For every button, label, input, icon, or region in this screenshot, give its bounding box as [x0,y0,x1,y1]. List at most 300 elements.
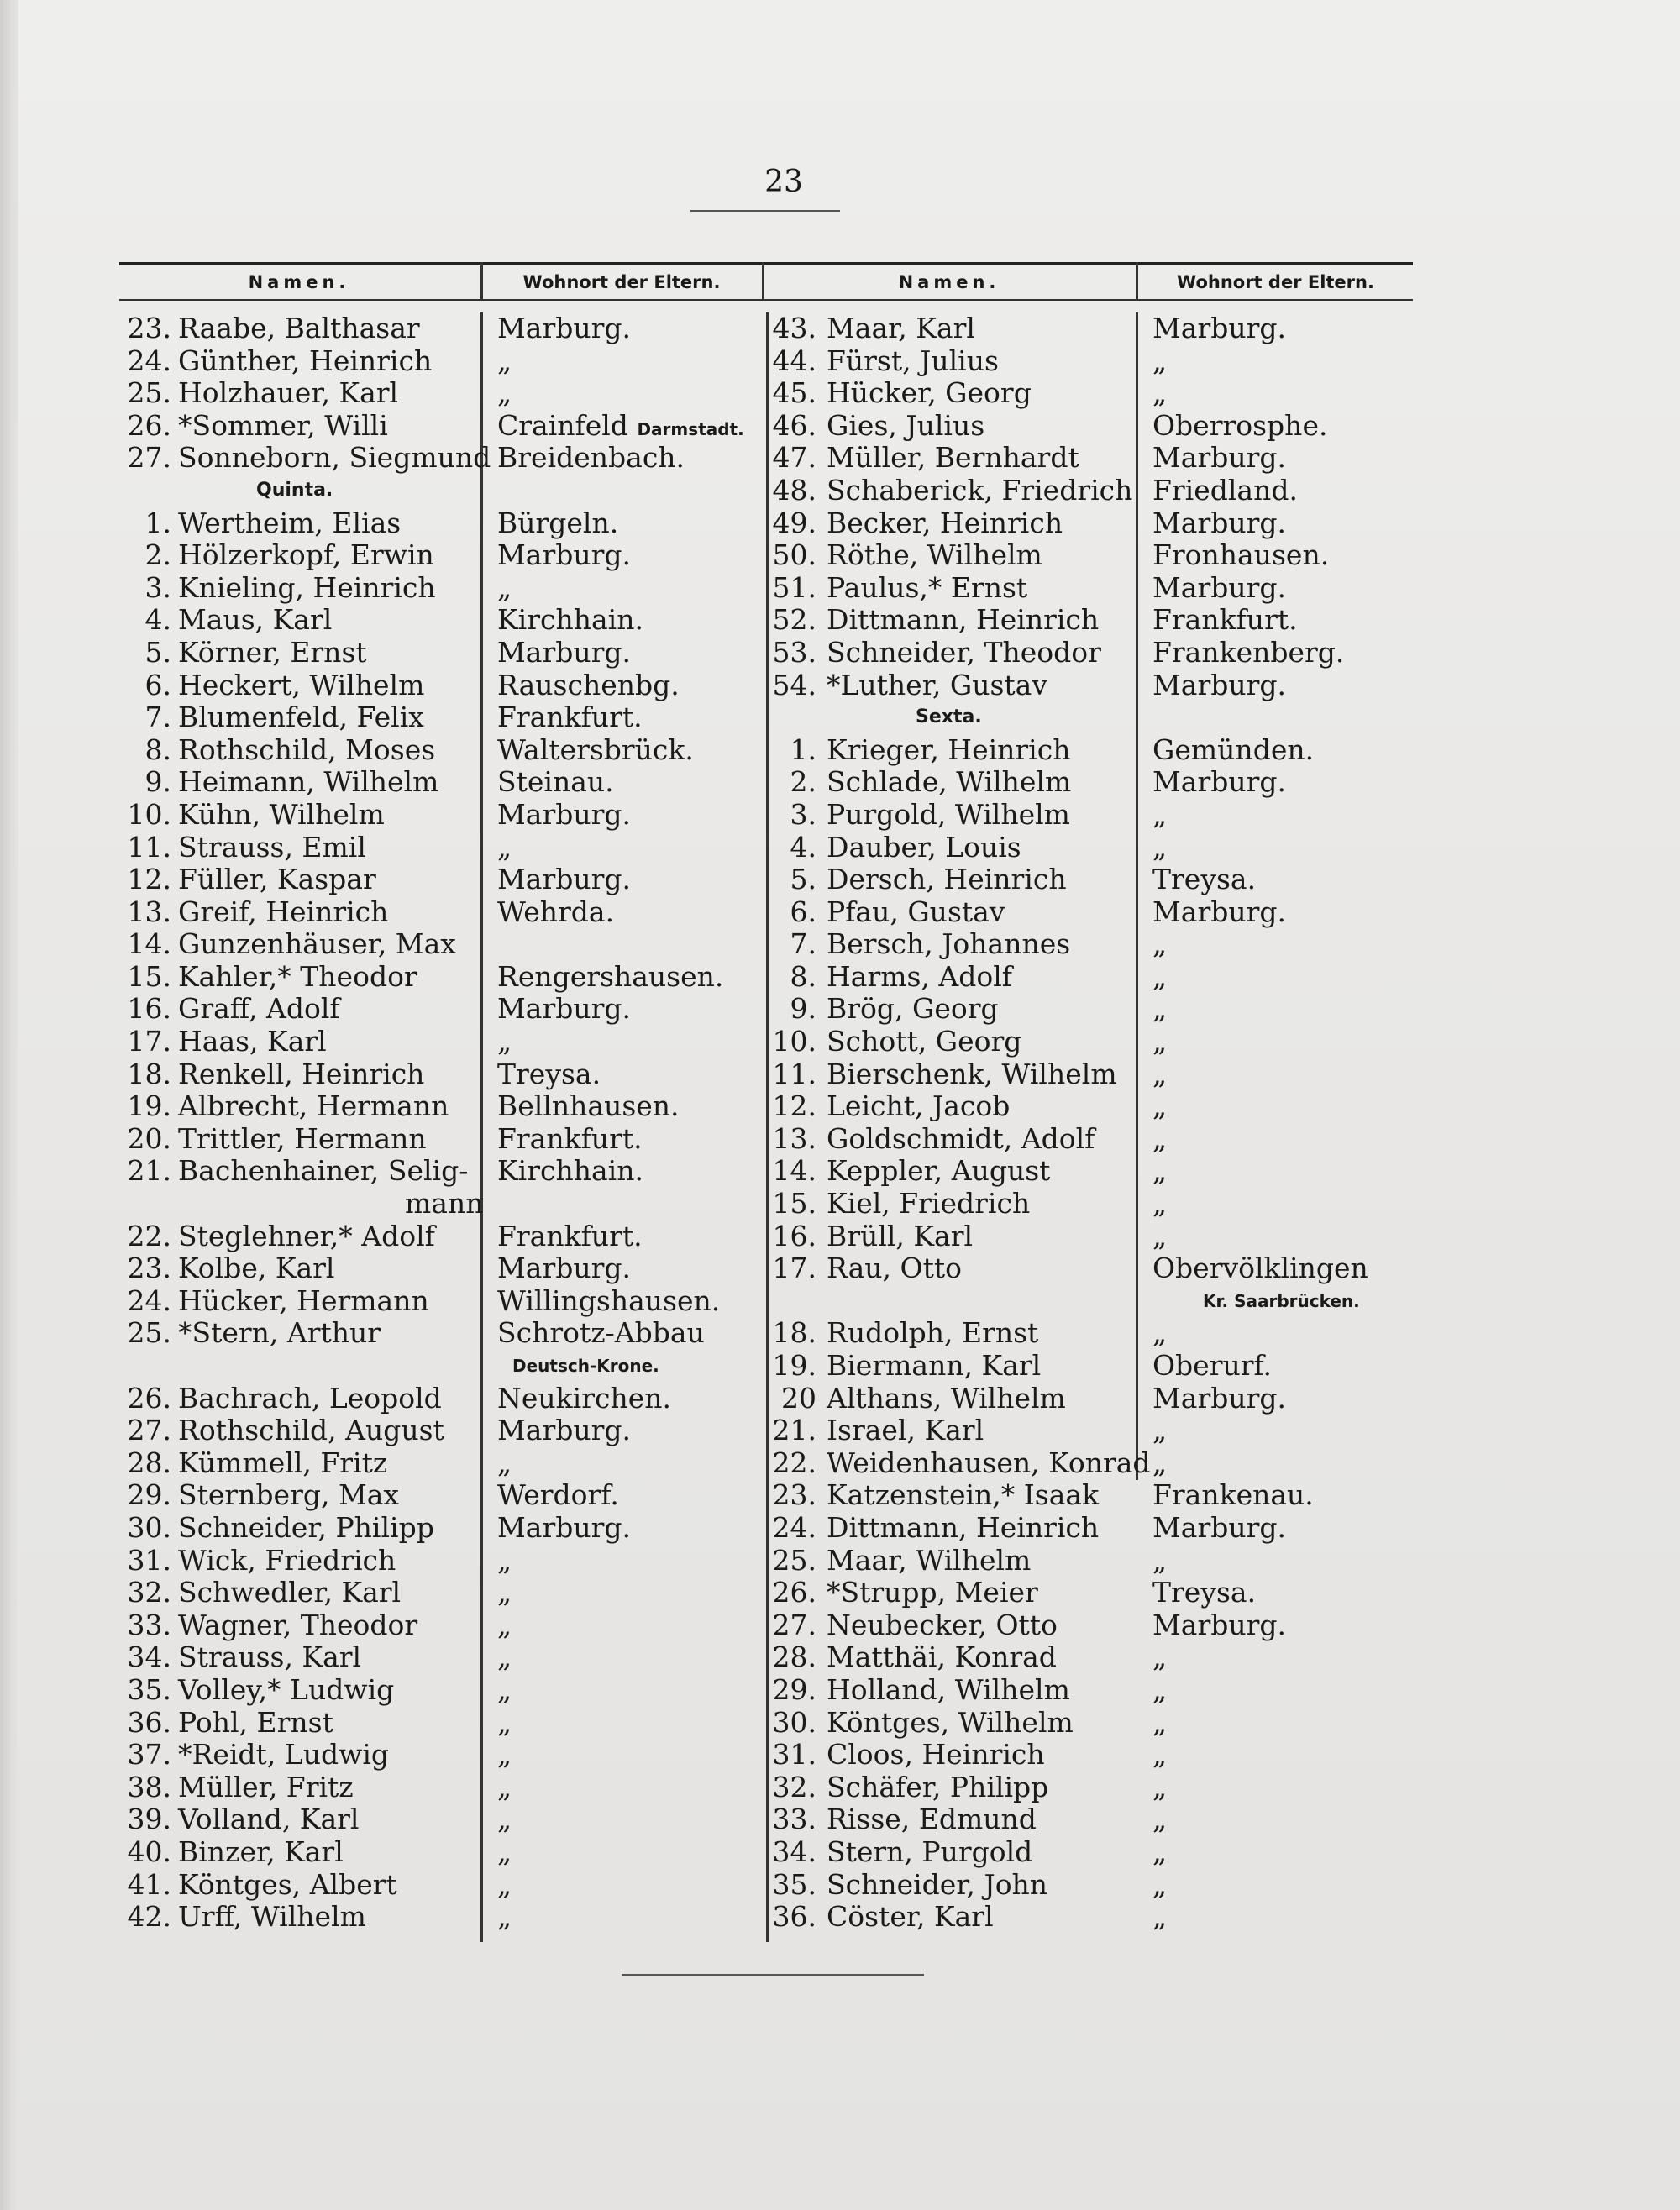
pupil-name: Sternberg, Max [178,1478,400,1512]
pupil-number: 13. [127,895,171,928]
pupil-name: Strauss, Karl [178,1640,362,1674]
table-row [0,864,766,896]
residence-text: Marburg. [1152,1510,1287,1544]
residence-text: „ [1152,1672,1168,1706]
parents-residence [497,1285,720,1318]
pupil-number: 24. [772,1510,816,1544]
parents-residence [1152,928,1167,961]
table-row [0,1772,766,1804]
parents-residence [1152,410,1327,443]
parents-residence [1152,442,1286,475]
pupil-name: Maar, Wilhelm [827,1543,1032,1577]
parents-residence [497,1383,671,1415]
residence-text: „ [497,1672,512,1706]
pupil-number: 4. [790,830,816,864]
pupil-name: Körner, Ernst [178,635,367,669]
pupil-number: 51. [772,570,816,604]
pupil-name: Hücker, Georg [827,376,1032,410]
residence-text: Marburg. [1152,895,1287,928]
pupil-number: 53. [772,635,816,669]
pupil-name: Köntges, Albert [178,1867,397,1901]
pupil-name: Pohl, Ernst [178,1705,333,1739]
residence-region: Darmstadt. [637,418,744,439]
residence-text: Marburg. [1152,1608,1287,1641]
residence-text: „ [1152,376,1168,410]
pupil-number: 22. [772,1446,816,1479]
pupil-name: *Reidt, Ludwig [178,1738,390,1772]
residence-text: Marburg. [497,635,632,669]
pupil-name: Schneider, Theodor [827,635,1101,669]
pupil-number: 32. [127,1576,171,1609]
parents-residence [1152,1641,1167,1674]
parents-residence [497,539,631,572]
pupil-name: Harms, Adolf [827,959,1013,993]
parents-residence [497,799,631,832]
place-district: Kr. Saarbrücken. [1203,1290,1360,1311]
residence-text: Marburg. [1152,441,1287,475]
table-row [766,604,1421,637]
residence-text: „ [497,376,512,410]
residence-text: Neukirchen. [497,1381,671,1415]
pupil-name: Müller, Fritz [178,1770,354,1803]
parents-residence [1152,1123,1167,1156]
residence-text: Fronhausen. [1152,538,1330,572]
residence-text: „ [1152,1770,1168,1803]
parents-residence [497,1545,512,1577]
parents-residence [497,1641,512,1674]
residence-text: Marburg. [497,312,632,344]
pupil-name: Steglehner,* Adolf [178,1219,435,1252]
parents-residence [1152,604,1298,637]
parents-residence [1152,377,1167,410]
parents-residence [497,1415,631,1447]
header-divider-1 [480,262,483,301]
table-row [0,961,766,994]
pupil-name: Köntges, Wilhelm [827,1705,1074,1739]
table-row [0,312,766,345]
pupil-number: 29. [127,1478,171,1512]
pupil-name: Dauber, Louis [827,830,1021,864]
residence-text: „ [497,1640,512,1674]
parents-residence [497,637,631,669]
pupil-name: Katzenstein,* Isaak [827,1478,1100,1512]
pupil-number: 35. [772,1867,816,1901]
residence-text: Marburg. [497,863,632,896]
table-row [766,1577,1421,1609]
table-row [766,1479,1421,1512]
table-row [0,345,766,378]
parents-residence [1152,1317,1167,1350]
parents-residence [1152,1479,1314,1512]
pupil-number: 9. [790,992,816,1026]
pupil-number: 33. [127,1608,171,1641]
table-row [766,896,1421,929]
pupil-number: 8. [790,959,816,993]
pupil-name: Wertheim, Elias [178,506,402,539]
residence-text: Kirchhain. [497,603,643,637]
residence-text: „ [1152,1835,1168,1868]
pupil-name: Leicht, Jacob [827,1089,1011,1123]
pupil-name: Rothschild, August [178,1414,444,1447]
table-row [766,312,1421,345]
pupil-name: *Stern, Arthur [178,1316,381,1350]
pupil-name: Graff, Adolf [178,992,340,1026]
parents-residence [1152,1739,1167,1772]
residence-text: Waltersbrück. [497,732,694,766]
parents-residence [1152,1836,1167,1869]
residence-text: Frankfurt. [497,1121,643,1155]
parents-residence [1152,1707,1167,1740]
pupil-number: 27. [127,441,171,475]
residence-text: Marburg. [497,538,632,572]
pupil-number: 17. [772,1252,816,1285]
table-row [0,507,766,540]
pupil-number: 48. [772,473,816,507]
table-row [0,701,766,734]
table-row [0,1188,766,1220]
pupil-number: 46. [772,408,816,442]
pupil-number: 23. [772,1478,816,1512]
parents-residence [1152,961,1167,994]
pupil-name: Strauss, Emil [178,830,366,864]
residence-text: Marburg. [497,992,632,1026]
residence-text: Frankfurt. [497,1219,643,1252]
pupil-number: 1. [790,732,816,766]
residence-text: Steinau. [497,765,614,799]
pupil-number: 54. [772,668,816,701]
parents-residence [1152,475,1298,507]
pupil-number: 6. [790,895,816,928]
residence-text: „ [1152,1316,1168,1350]
pupil-number: 30. [772,1705,816,1739]
place-district: Deutsch-Krone. [512,1356,659,1376]
table-row [0,637,766,669]
parents-residence [497,1836,512,1869]
pupil-name: Fürst, Julius [827,344,999,377]
pupil-number: 11. [127,830,171,864]
residence-text: „ [1152,830,1168,864]
pupil-number: 41. [127,1867,171,1901]
table-row [0,475,766,507]
parents-residence [497,410,744,446]
table-row [766,832,1421,864]
pupil-number: 10. [127,797,171,831]
residence-text: „ [1152,1803,1168,1836]
residence-text: Kirchhain. [497,1154,643,1188]
pupil-name: Wagner, Theodor [178,1608,418,1641]
residence-text: „ [497,1608,512,1641]
table-row [0,1803,766,1836]
table-row [766,1545,1421,1577]
table-row [766,1252,1421,1285]
pupil-name: Raabe, Balthasar [178,312,420,344]
residence-text: Schrotz-Abbau [497,1316,705,1350]
table-row [766,1739,1421,1772]
pupil-number: 34. [127,1640,171,1674]
residence-text: Frankfurt. [1152,603,1298,637]
residence-text: „ [497,1705,512,1739]
pupil-number: 10. [772,1025,816,1058]
pupil-number: 21. [127,1154,171,1188]
parents-residence [1152,1252,1368,1285]
table-row [766,410,1421,443]
table-row [766,442,1421,475]
pupil-number: 11. [772,1057,816,1090]
pupil-number: 27. [127,1414,171,1447]
residence-text: „ [497,830,512,864]
pupil-name: *Strupp, Meier [827,1576,1038,1609]
pupil-name: Keppler, August [827,1154,1051,1188]
pupil-number: 38. [127,1770,171,1803]
pupil-number: 7. [790,927,816,961]
table-row [766,961,1421,994]
table-row [0,604,766,637]
residence-text: Marburg. [497,1510,632,1544]
pupil-name: Heimann, Wilhelm [178,765,439,799]
header-names-left: Namen. [248,272,350,292]
parents-residence [1152,864,1256,896]
table-row [0,1739,766,1772]
class-section-heading: Quinta. [256,479,333,501]
pupil-number: 34. [772,1835,816,1868]
residence-text: Gemünden. [1152,732,1315,766]
residence-text: „ [497,1543,512,1577]
table-row [0,410,766,443]
table-row [766,1901,1421,1934]
pupil-number: 3. [144,570,171,604]
residence-text: „ [1152,959,1168,993]
residence-text: Willingshausen. [497,1283,721,1317]
pupil-number: 5. [144,635,171,669]
parents-residence [1152,1772,1167,1804]
residence-text: „ [1152,797,1168,831]
pupil-name: Röthe, Wilhelm [827,538,1042,572]
header-residence-right: Wohnort der Eltern. [1177,272,1374,292]
table-row [0,1285,766,1318]
residence-text: Marburg. [1152,506,1287,539]
pupil-name: Rudolph, Ernst [827,1316,1039,1350]
table-row [766,928,1421,961]
table-row [0,1869,766,1902]
pupil-number: 16. [127,992,171,1026]
table-row [0,572,766,605]
pupil-name: Wick, Friedrich [178,1543,396,1577]
table-row [766,701,1421,734]
pupil-number: 31. [772,1738,816,1772]
table-row [0,1123,766,1156]
pupil-number: 16. [772,1219,816,1252]
residence-text: Oberurf. [1152,1349,1273,1382]
parents-residence [497,1220,643,1253]
pupil-number: 44. [772,344,816,377]
pupil-name: Schwedler, Karl [178,1576,402,1609]
pupil-number: 2. [144,538,171,572]
table-row [766,572,1421,605]
pupil-name: Gies, Julius [827,408,985,442]
bottom-rule [622,1974,924,1976]
table-row [766,1350,1421,1383]
pupil-number: 15. [127,959,171,993]
table-row [0,539,766,572]
parents-residence [497,442,685,475]
header-names-right: Namen. [898,272,1000,292]
pupil-name: Stern, Purgold [827,1835,1033,1868]
pupil-number: 23. [127,1252,171,1285]
pupil-number: 24. [127,344,171,377]
table-row [766,864,1421,896]
pupil-number: 17. [127,1025,171,1058]
pupil-name: Schott, Georg [827,1025,1022,1058]
residence-text: „ [1152,1154,1168,1188]
table-row [766,539,1421,572]
residence-text: „ [1152,1446,1168,1479]
parents-residence [1152,539,1329,572]
table-row [766,1188,1421,1220]
parents-residence [1152,1674,1167,1707]
parents-residence [497,345,512,378]
residence-text: „ [1152,1738,1168,1772]
table-row [766,1026,1421,1058]
table-row [766,1707,1421,1740]
pupil-number: 47. [772,441,816,475]
pupil-name: Krieger, Heinrich [827,732,1071,766]
parents-residence [497,961,723,994]
parents-residence [497,896,614,929]
parents-residence [1152,832,1167,864]
table-row [766,1609,1421,1642]
table-row [0,832,766,864]
residence-text: „ [1152,1543,1168,1577]
pupil-number: 42. [127,1900,171,1934]
residence-text: „ [497,1738,512,1772]
parents-residence [1152,312,1286,345]
residence-text: Bürgeln. [497,506,619,539]
parents-residence [1152,734,1314,767]
table-row [0,1545,766,1577]
pupil-number: 23. [127,312,171,344]
table-row [766,1641,1421,1674]
pupil-name: Gunzenhäuser, Max [178,927,456,961]
residence-text: „ [1152,1187,1168,1220]
residence-text: Friedland. [1152,473,1298,507]
pupil-name: Schäfer, Philipp [827,1770,1049,1803]
pupil-name: Maar, Karl [827,312,975,344]
parents-residence [497,377,512,410]
pupil-name: Pfau, Gustav [827,895,1005,928]
pupil-number: 1. [144,506,171,539]
table-row [766,1155,1421,1188]
table-row [0,1609,766,1642]
pupil-number: 29. [772,1672,816,1706]
pupil-name: Binzer, Karl [178,1835,344,1868]
residence-text: Oberrosphe. [1152,408,1328,442]
pupil-number: 43. [772,312,816,344]
parents-residence [497,572,512,605]
pupil-name: Bersch, Johannes [827,927,1071,961]
residence-text: Treysa. [497,1057,601,1090]
table-row [0,669,766,702]
parents-residence [497,1317,705,1350]
table-row [766,1836,1421,1869]
pupil-number: 24. [127,1283,171,1317]
pupil-name: Kiel, Friedrich [827,1187,1031,1220]
parents-residence [497,1252,631,1285]
residence-text: „ [1152,1057,1168,1090]
parents-residence [1152,1803,1167,1836]
table-row [766,1123,1421,1156]
pupil-number: 7. [144,701,171,734]
residence-text: „ [1152,1900,1168,1934]
parents-residence [1152,1026,1167,1058]
residence-text: „ [1152,927,1168,961]
table-row [766,1415,1421,1447]
pupil-name: Günther, Heinrich [178,344,433,377]
table-row [766,734,1421,767]
residence-text: Marburg. [1152,312,1287,344]
residence-text: Frankenberg. [1152,635,1345,669]
header-under-rule [119,299,1413,301]
pupil-number: 32. [772,1770,816,1803]
table-row [0,1252,766,1285]
parents-residence [497,993,631,1026]
pupil-number: 19. [127,1089,171,1123]
parents-residence [1152,1609,1286,1642]
pupil-name: Israel, Karl [827,1414,984,1447]
pupil-number: 45. [772,376,816,410]
table-row [0,1090,766,1123]
pupil-name: Volland, Karl [178,1803,360,1836]
table-row [766,637,1421,669]
parents-residence [497,1058,601,1091]
residence-text: Obervölklingen [1152,1252,1368,1285]
pupil-name: Matthäi, Konrad [827,1640,1057,1674]
pupil-name: Becker, Heinrich [827,506,1063,539]
residence-text: „ [497,1025,512,1058]
residence-text: „ [497,1770,512,1803]
parents-residence [1152,1383,1286,1415]
parents-residence [497,832,512,864]
parents-residence [1152,1090,1167,1123]
table-row [0,1836,766,1869]
residence-text: „ [1152,1121,1168,1155]
pupil-name: Dittmann, Heinrich [827,603,1100,637]
table-row [0,734,766,767]
pupil-name: Rothschild, Moses [178,732,436,766]
pupil-name: Schaberick, Friedrich [827,473,1133,507]
residence-text: Frankfurt. [497,701,643,734]
residence-text: „ [1152,992,1168,1026]
residence-text: „ [497,570,512,604]
pupil-name: Greif, Heinrich [178,895,389,928]
residence-text: Marburg. [497,797,632,831]
pupil-name: Trittler, Hermann [178,1121,427,1155]
parents-residence [497,766,614,799]
pupil-number: 20. [127,1121,171,1155]
table-row [0,799,766,832]
residence-text: „ [497,1900,512,1934]
parents-residence [497,1155,643,1188]
pupil-number: 18. [772,1316,816,1350]
name-continuation: mann [405,1187,484,1220]
table-row [0,1577,766,1609]
residence-text: Frankenau. [1152,1478,1314,1512]
residence-text: „ [1152,1219,1168,1252]
pupil-name: Müller, Bernhardt [827,441,1079,475]
parents-residence [497,604,643,637]
table-row [0,1155,766,1188]
pupil-number: 2. [790,765,816,799]
pupil-number: 30. [127,1510,171,1544]
